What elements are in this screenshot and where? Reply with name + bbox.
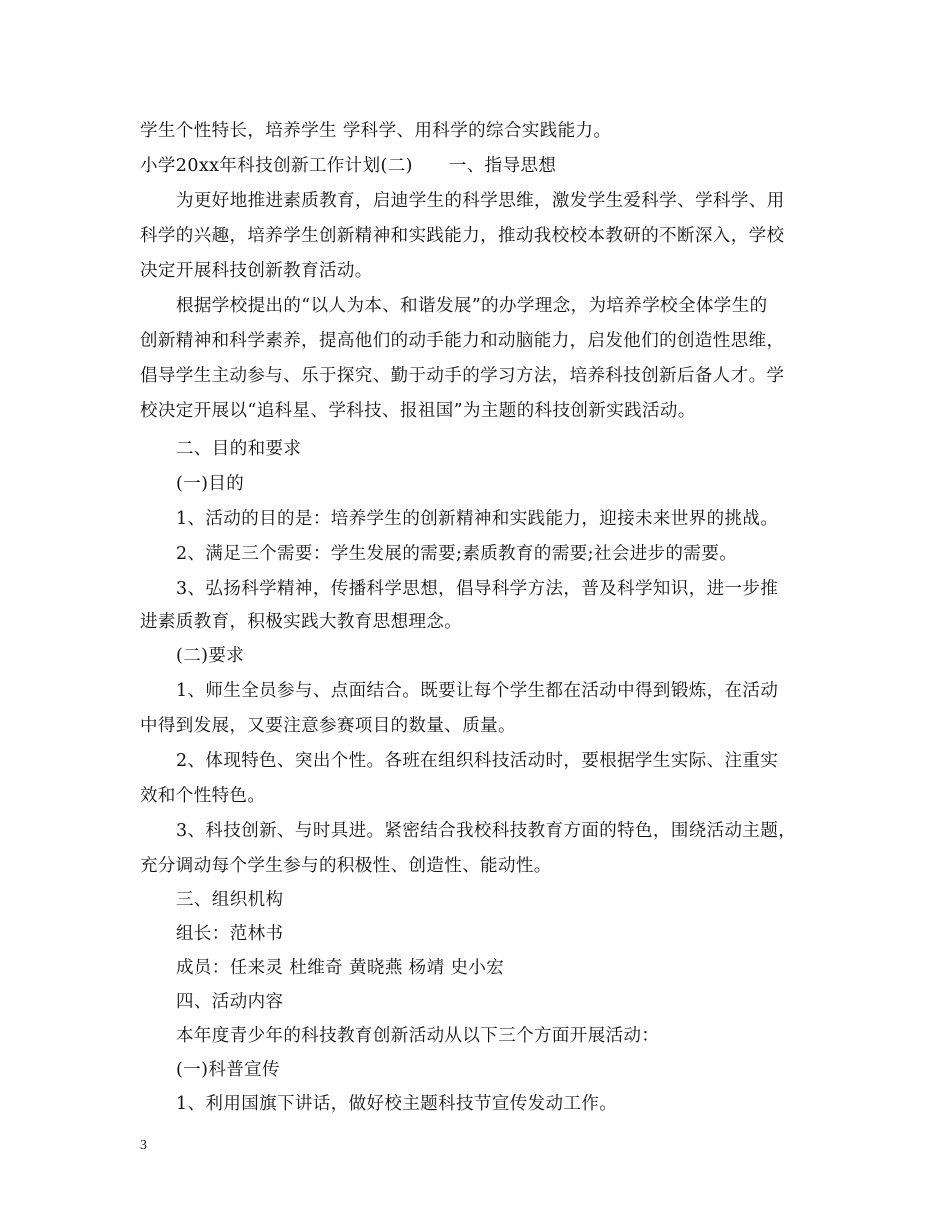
text-line: 创新精神和科学素养，提高他们的动手能力和动脑能力，启发他们的创造性思维，: [140, 331, 785, 351]
text-line: 3、科技创新、与时具进。紧密结合我校科技教育方面的特色，围绕活动主题，: [176, 821, 797, 841]
heading-activity-content: 四、活动内容: [176, 992, 284, 1012]
heading-guiding-ideology: 一、指导思想: [448, 156, 557, 176]
page-number: 3: [140, 1138, 148, 1153]
plan-title: 小学20xx年科技创新工作计划(二): [140, 156, 413, 176]
text-line: 倡导学生主动参与、乐于探究、勤于动手的学习方法，培养科技创新后备人才。学: [140, 366, 785, 386]
text-line: 科学的兴趣，培养学生创新精神和实践能力，推动我校校本教研的不断深入，学校: [140, 226, 785, 246]
text-line: 2、满足三个需要：学生发展的需要;素质教育的需要;社会进步的需要。: [176, 544, 738, 564]
section-title-line: [140, 152, 556, 177]
text-line: 1、师生全员参与、点面结合。既要让每个学生都在活动中得到锻炼，在活动: [176, 681, 779, 701]
text-line: 学生个性特长，培养学生 学科学、用科学的综合实践能力。: [140, 121, 612, 141]
team-leader-line: 组长：范林书: [176, 924, 284, 944]
subheading-requirements: (二)要求: [176, 646, 245, 666]
text-line: 充分调动每个学生参与的积极性、创造性、能动性。: [140, 856, 552, 876]
subheading-purpose: (一)目的: [176, 474, 245, 494]
team-members-line: 成员：任来灵 杜维奇 黄晓燕 杨靖 史小宏: [176, 958, 505, 978]
text-line: 中得到发展，又要注意参赛项目的数量、质量。: [140, 716, 516, 736]
text-line: 3、弘扬科学精神，传播科学思想，倡导科学方法，普及科学知识，进一步推: [176, 579, 779, 599]
text-line: 校决定开展以“追科星、学科技、报祖国”为主题的科技创新实践活动。: [140, 401, 696, 421]
text-line: 1、利用国旗下讲话，做好校主题科技节宣传发动工作。: [176, 1094, 618, 1114]
text-line: 为更好地推进素质教育，启迪学生的科学思维，激发学生爱科学、学科学、用: [176, 191, 785, 211]
text-line: 根据学校提出的“以人为本、和谐发展”的办学理念，为培养学校全体学生的: [176, 296, 768, 316]
heading-organization: 三、组织机构: [176, 890, 284, 910]
text-line: 效和个性特色。: [140, 786, 266, 806]
subheading-science-promotion: (一)科普宣传: [176, 1060, 280, 1080]
text-line: 1、活动的目的是：培养学生的创新精神和实践能力，迎接未来世界的挑战。: [176, 509, 779, 529]
heading-purpose-requirements: 二、目的和要求: [176, 439, 302, 459]
text-line: 2、体现特色、突出个性。各班在组织科技活动时，要根据学生实际、注重实: [176, 751, 779, 771]
text-line: 决定开展科技创新教育活动。: [140, 261, 373, 281]
text-line: 本年度青少年的科技教育创新活动从以下三个方面开展活动：: [176, 1026, 660, 1046]
text-line: 进素质教育，积极实践大教育思想理念。: [140, 612, 463, 632]
